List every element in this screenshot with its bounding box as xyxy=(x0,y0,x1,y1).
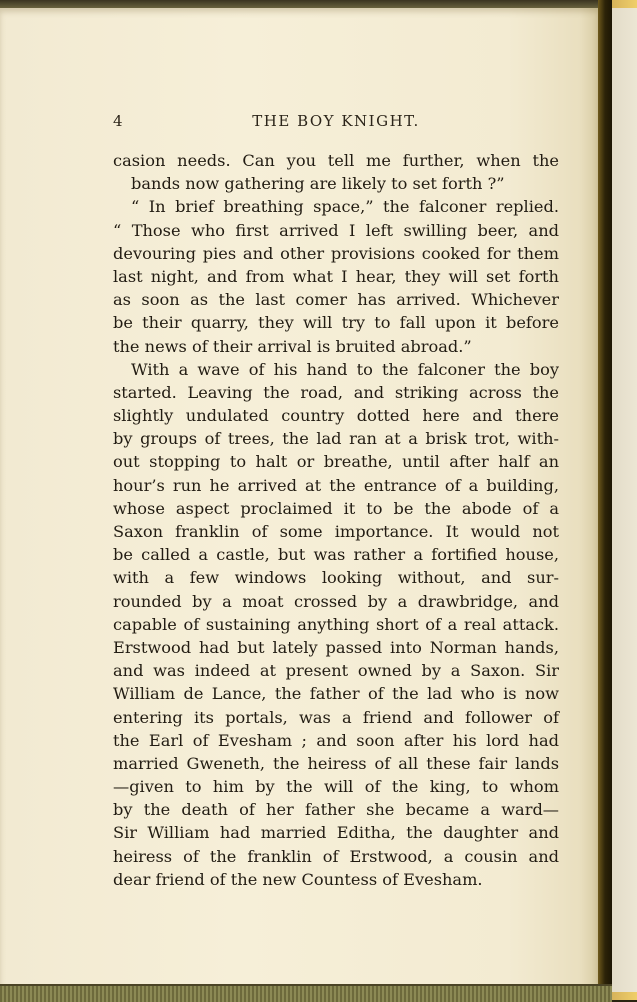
book-bottom-edge xyxy=(0,984,612,1002)
text-line: heiress of the franklin of Erstwood, a cousin and xyxy=(113,846,559,866)
text-line: by the death of her father she became a ward— xyxy=(113,800,559,820)
book-cover-edge xyxy=(612,0,637,1000)
text-line: with a few windows looking without, and sur- xyxy=(113,568,559,588)
text-line: Saxon franklin of some importance. It would not xyxy=(113,522,559,541)
text-line: entering its portals, was a friend and follower of xyxy=(113,707,559,727)
text-line: dear friend of the new Countess of Evesham. xyxy=(113,869,483,889)
text-line: “ Those who first arrived I left swilling beer, and xyxy=(113,220,559,240)
text-line: as soon as the last comer has arrived. Whichever xyxy=(113,290,559,310)
text-line: capable of sustaining anything short of a real attack. xyxy=(113,614,559,634)
text-line: Erstwood had but lately passed into Norman hands, xyxy=(113,637,559,657)
text-line: be called a castle, but was rather a fortified house, xyxy=(113,545,559,565)
text-line: slightly undulated country dotted here and there xyxy=(113,406,559,426)
text-line: casion needs. Can you tell me further, when the xyxy=(113,151,559,170)
text-line: devouring pies and other provisions cooked for them xyxy=(113,243,559,263)
text-line: With a wave of his hand to the falconer the boy xyxy=(131,359,559,379)
text-line: be their quarry, they will try to fall upon it before xyxy=(113,313,559,333)
text-line: bands now gathering are likely to set forth ?” xyxy=(131,174,505,194)
text-line: whose aspect proclaimed it to be the abode of a xyxy=(113,498,559,518)
book-page xyxy=(0,8,598,986)
page-header xyxy=(113,112,559,136)
text-line: the Earl of Evesham ; and soon after his lord had xyxy=(113,730,559,750)
text-line: —given to him by the will of the king, to whom xyxy=(113,777,559,797)
text-line: hour’s run he arrived at the entrance of a building, xyxy=(113,475,559,495)
text-line: married Gweneth, the heiress of all these fair lands xyxy=(113,753,559,773)
text-line: Sir William had married Editha, the daughter and xyxy=(113,823,559,843)
running-title: THE BOY KNIGHT. xyxy=(252,112,420,130)
page-edge-shadow xyxy=(598,0,612,1000)
text-line: out stopping to halt or breathe, until after half an xyxy=(113,452,559,472)
text-line: last night, and from what I hear, they will set forth xyxy=(113,266,559,286)
text-line: “ In brief breathing space,” the falconer replied. xyxy=(131,197,559,217)
page-number: 4 xyxy=(113,112,123,130)
text-line: and was indeed at present owned by a Saxon. Sir xyxy=(113,661,559,681)
text-line: the news of their arrival is bruited abroad.” xyxy=(113,336,472,356)
text-line: started. Leaving the road, and striking across the xyxy=(113,382,559,402)
text-line: William de Lance, the father of the lad who is now xyxy=(113,684,559,704)
body-text xyxy=(113,149,559,891)
text-line: rounded by a moat crossed by a drawbridge, and xyxy=(113,591,559,611)
text-line: by groups of trees, the lad ran at a brisk trot, with- xyxy=(113,429,559,449)
